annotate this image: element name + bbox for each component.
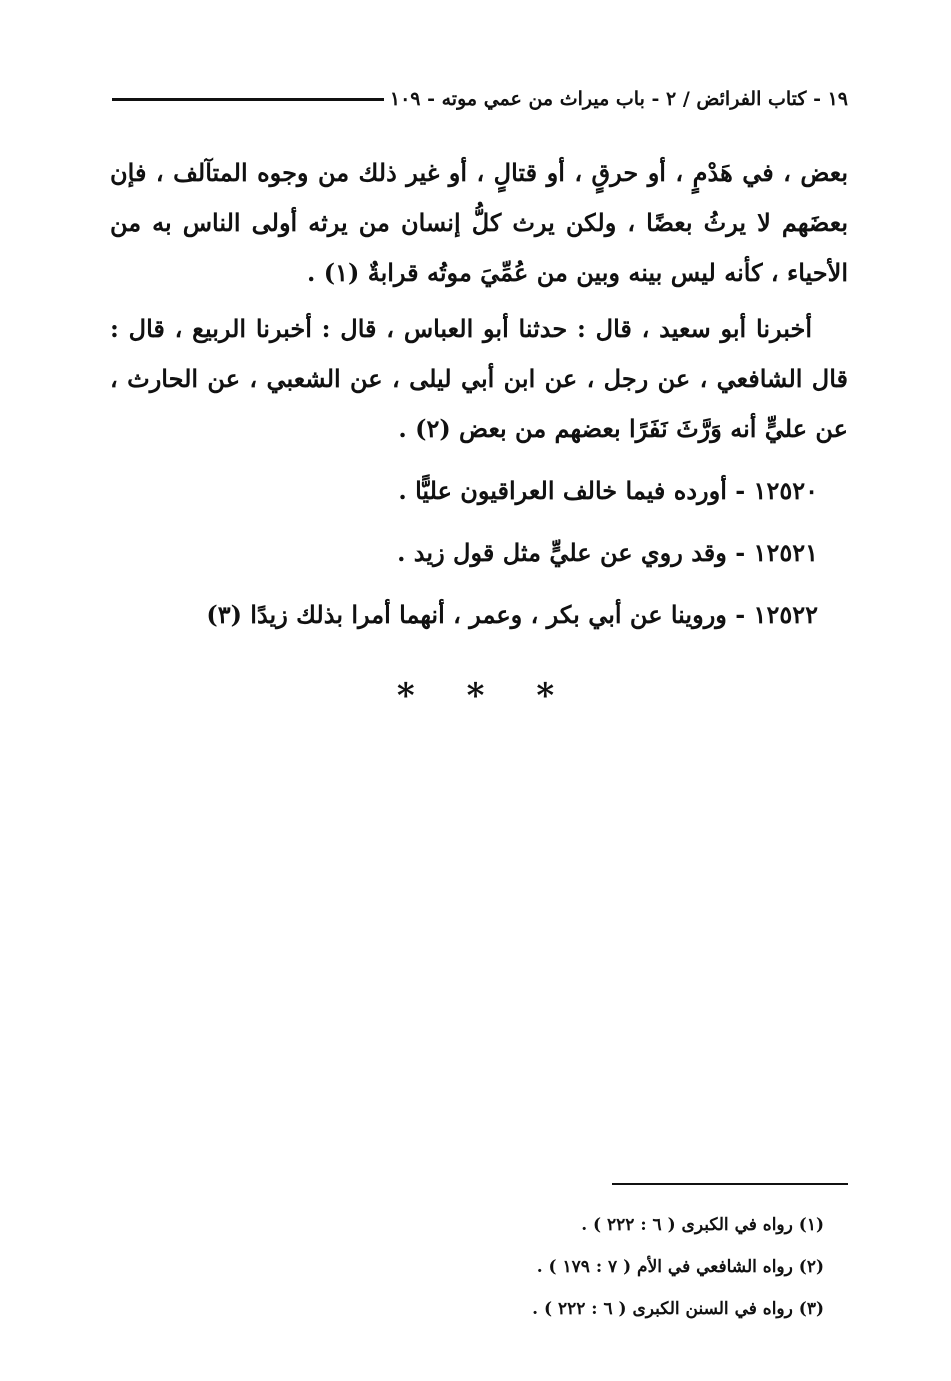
footnote: (٢) رواه الشافعي في الأم ( ٧ : ١٧٩ ) .	[536, 1257, 824, 1277]
header-rule	[112, 98, 384, 101]
asterisk: *	[466, 676, 485, 716]
numbered-item: ١٢٥٢٠ - أورده فيما خالف العراقيون عليًّا .	[398, 476, 818, 505]
footnote: (١) رواه في الكبرى ( ٦ : ٢٢٢ ) .	[581, 1215, 824, 1235]
main-text	[110, 148, 848, 640]
footnotes	[300, 1204, 824, 1330]
footnote: (٣) رواه في السنن الكبرى ( ٦ : ٢٢٢ ) .	[532, 1299, 824, 1319]
asterisk: *	[396, 676, 415, 716]
paragraph-continuation: بعض ، في هَدْمٍ ، أو حرقٍ ، أو قتالٍ ، أو غير ذلك من وجوه المتآلف ، فإن بعضَهم لا يرثُ بعضًا ، ولكن يرث كلُّ إنسان من يرثه أولى الناس به من الأحياء ، كأنه ليس بينه وبين من عُمِّيَ موتُه قرابةٌ (١) .	[110, 158, 848, 287]
numbered-item: ١٢٥٢٢ - وروينا عن أبي بكر ، وعمر ، أنهما أمرا بذلك زيدًا (٣)	[206, 600, 818, 629]
section-separator	[0, 676, 951, 716]
paragraph-isnad: أخبرنا أبو سعيد ، قال : حدثنا أبو العباس ، قال : أخبرنا الربيع ، قال : قال الشافعي ، عن رجل ، عن ابن أبي ليلى ، عن الشعبي ، عن الحارث ، عن عليٍّ أنه وَرَّثَ نَفَرًا بعضهم من بعض (٢) .	[110, 314, 848, 443]
footnote-rule	[612, 1183, 848, 1185]
asterisk: *	[536, 676, 555, 716]
numbered-item: ١٢٥٢١ - وقد روي عن عليٍّ مثل قول زيد .	[397, 538, 818, 567]
page-header	[112, 88, 848, 110]
running-title: ١٩ - كتاب الفرائض / ٢ - باب ميراث من عمي موته - ١٠٩	[389, 88, 848, 110]
